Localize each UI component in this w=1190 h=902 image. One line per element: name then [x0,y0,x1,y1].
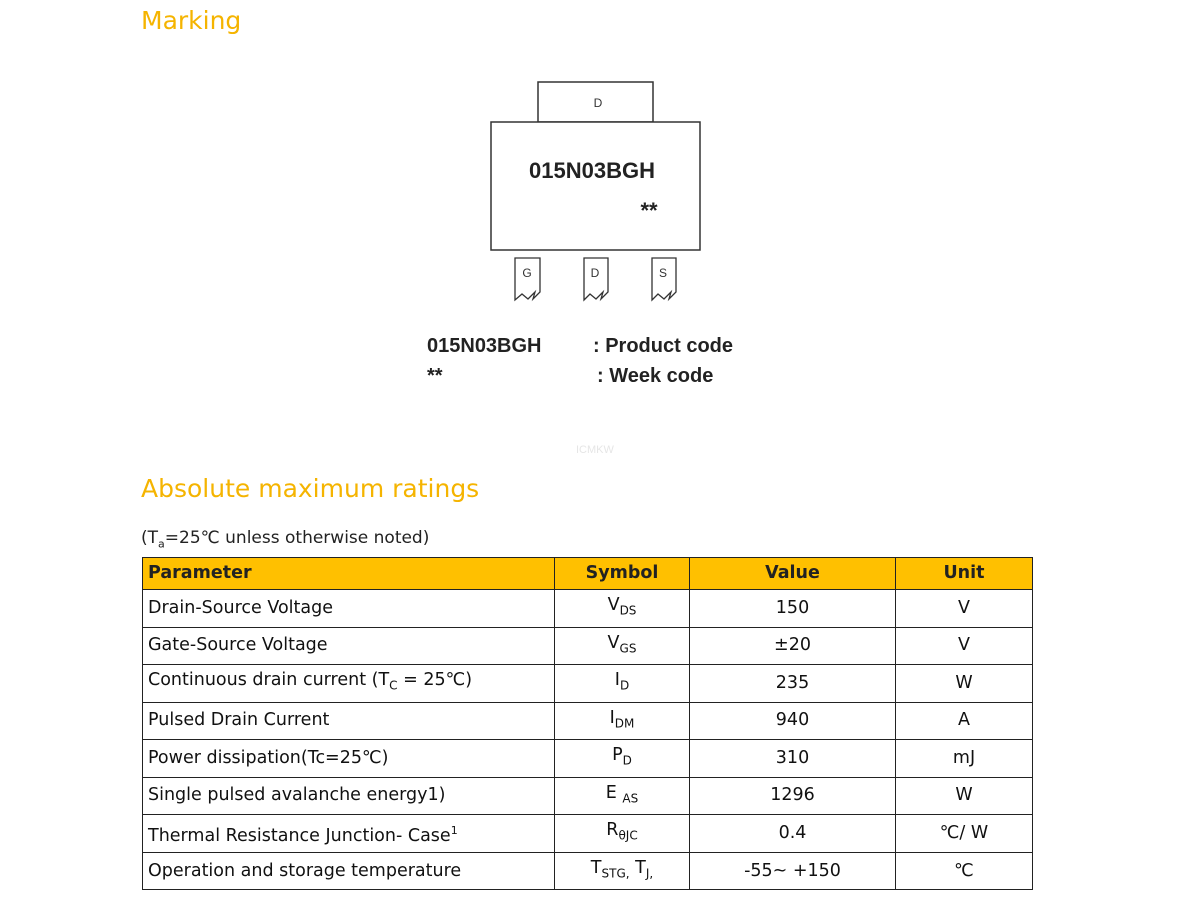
header-parameter: Parameter [143,558,555,590]
value-cell: 150 [690,590,896,628]
param-cell: Operation and storage temperature [143,852,555,890]
symbol-sub-2: J, [645,866,654,881]
symbol-cell [555,777,690,815]
symbol-main: E [605,782,623,803]
lead-gate [515,258,540,300]
param-post: = 25℃) [397,670,473,690]
param-sub: C [389,678,398,693]
symbol-main: V [607,595,620,615]
param-cell: Single pulsed avalanche energy1) [143,777,555,815]
value-cell: 310 [690,740,896,778]
symbol-main: V [607,632,620,653]
ratings-section-title: Absolute maximum ratings [141,474,480,503]
lead-drain [584,258,608,300]
table-row [143,590,1033,628]
note-suffix: =25℃ unless otherwise noted) [164,528,430,548]
unit-cell: W [896,777,1033,815]
param-text: Thermal Resistance Junction- Case [148,825,451,846]
value-cell: 1296 [690,777,896,815]
value-cell: 0.4 [690,815,896,853]
param-cell: Pulsed Drain Current [143,702,555,740]
symbol-cell [555,665,690,703]
table-row [143,777,1033,815]
param-cell: Drain-Source Voltage [143,590,555,628]
header-value: Value [690,558,896,590]
legend-desc-product: : Product code [593,335,734,357]
symbol-sub: DM [614,716,635,730]
package-body [491,122,700,250]
watermark: ICMKW [576,444,614,456]
symbol-main: R [606,820,619,841]
value-cell: -55~ +150 [690,852,896,890]
symbol-main-2: T [629,857,646,878]
note-prefix: (T [141,528,159,548]
table-row [143,815,1033,853]
symbol-main: I [614,670,620,690]
table-row [143,852,1033,890]
legend-desc-week: : Week code [597,365,714,387]
note-sub: a [158,537,165,551]
symbol-main: T [590,857,602,878]
param-cell [143,665,555,703]
symbol-cell [555,590,690,628]
table-row [143,627,1033,665]
unit-cell: V [896,590,1033,628]
legend-key-product: 015N03BGH [427,335,542,357]
product-code-marking: 015N03BGH [529,158,655,183]
value-cell: ±20 [690,627,896,665]
unit-cell: A [896,702,1033,740]
symbol-cell [555,702,690,740]
symbol-cell [555,815,690,853]
symbol-sub: AS [622,791,639,805]
lead-drain-label: D [590,266,600,280]
legend-key-week: ** [427,365,443,387]
symbol-cell [555,627,690,665]
header-unit: Unit [896,558,1033,590]
header-symbol: Symbol [555,558,690,590]
param-pre: Continuous drain current (T [148,670,390,690]
param-cell [143,815,555,853]
value-cell: 235 [690,665,896,703]
unit-cell: V [896,627,1033,665]
table-row [143,702,1033,740]
week-code-marking: ** [640,198,658,223]
symbol-sub: D [619,678,630,693]
param-cell: Gate-Source Voltage [143,627,555,665]
value-cell: 940 [690,702,896,740]
lead-source [652,258,676,300]
symbol-sub: GS [619,641,637,655]
unit-cell: ℃ [896,852,1033,890]
drain-tab-label: D [593,96,603,110]
table-row [143,665,1033,703]
symbol-main: I [609,707,615,728]
lead-source-label: S [658,266,668,280]
unit-cell: ℃/ W [896,815,1033,853]
ratings-table [142,557,1033,890]
unit-cell: mJ [896,740,1033,778]
lead-gate-label: G [522,266,532,280]
symbol-main: P [612,745,623,765]
symbol-cell [555,740,690,778]
conditions-note [141,528,429,550]
unit-cell: W [896,665,1033,703]
symbol-sub: DS [619,603,637,618]
table-header-row [143,558,1033,590]
param-sup: 1 [450,824,458,837]
symbol-sub: θJC [618,828,638,843]
param-cell: Power dissipation(Tc=25℃) [143,740,555,778]
symbol-cell [555,852,690,890]
marking-section-title: Marking [141,6,242,35]
table-row [143,740,1033,778]
symbol-sub: D [622,753,632,768]
symbol-sub: STG, [601,866,630,881]
